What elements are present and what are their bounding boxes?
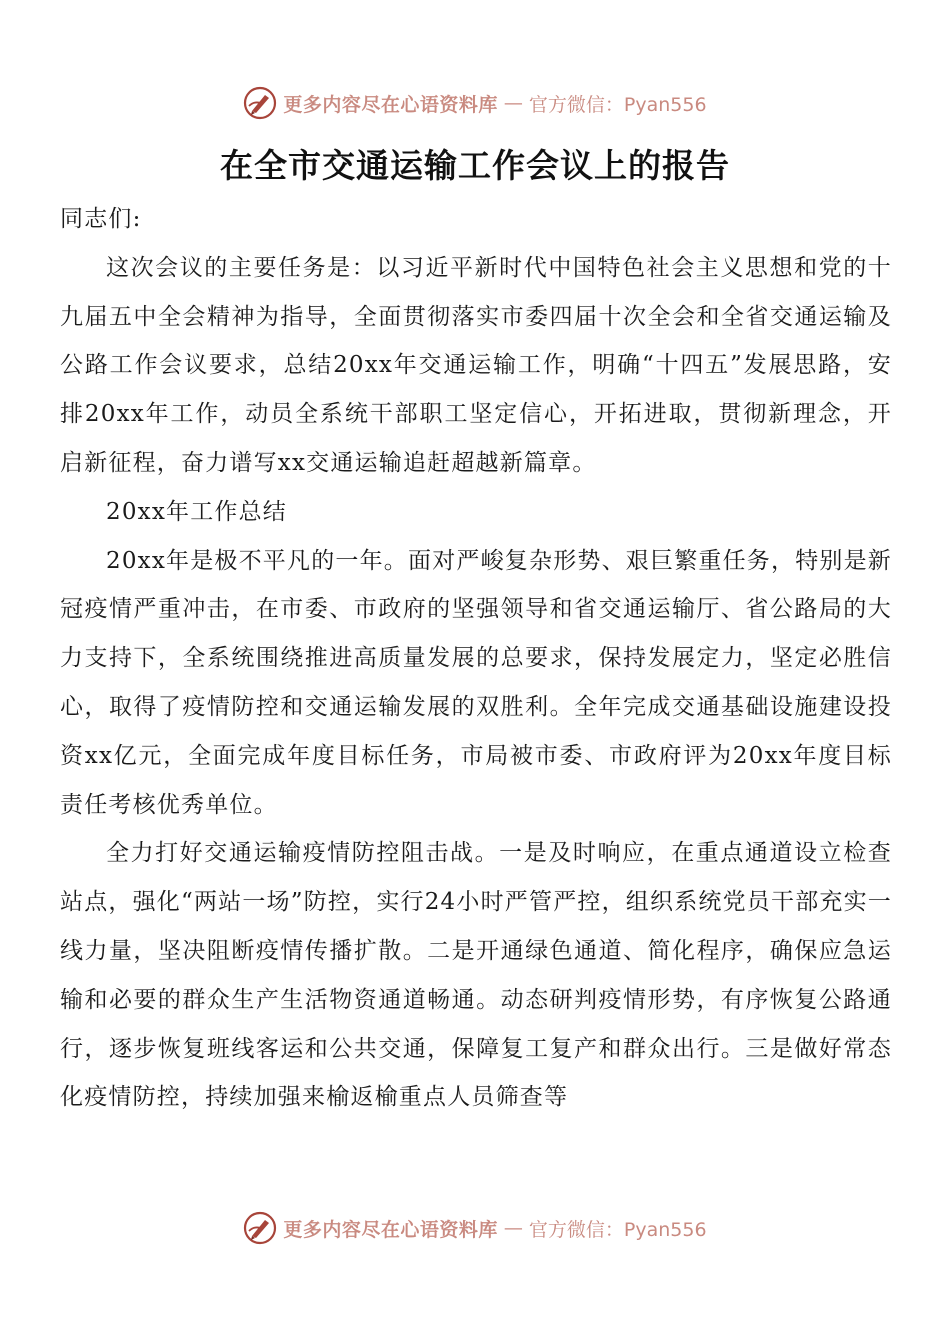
paragraph: 这次会议的主要任务是：以习近平新时代中国特色社会主义思想和党的十九届五中全会精神为指导，全面贯彻落实市委四届十次全会和全省交通运输及公路工作会议要求，总结20xx年交通运输工作，明确“十四五”发展思路，安排20xx年工作，动员全系统干部职工坚定信心，开拓进取，贯彻新理念，开启新征程，奋力谱写xx交通运输追赶超越新篇章。 [60, 254, 892, 476]
paragraph: 20xx年是极不平凡的一年。面对严峻复杂形势、艰巨繁重任务，特别是新冠疫情严重冲击，在市委、市政府的坚强领导和省交通运输厅、省公路局的大力支持下，全系统围绕推进高质量发展的总要求，保持发展定力，坚定必胜信心，取得了疫情防控和交通运输发展的双胜利。全年完成交通基础设施建设投资xx亿元，全面完成年度目标任务，市局被市委、市政府评为20xx年度目标责任考核优秀单位。 [60, 547, 893, 818]
watermark-group [243, 1211, 706, 1245]
watermark-group [243, 86, 706, 120]
watermark-text: 更多内容尽在心语资料库 [283, 93, 498, 116]
pen-logo-icon [243, 1211, 277, 1245]
watermark-banner-bottom [0, 1208, 950, 1248]
watermark-wechat: 官方微信：Pyan556 [528, 1218, 707, 1241]
salutation: 同志们: [60, 206, 142, 232]
watermark-banner-top [0, 83, 950, 123]
paragraph: 全力打好交通运输疫情防控阻击战。一是及时响应，在重点通道设立检查站点，强化“两站一场”防控，实行24小时严管严控，组织系统党员干部充实一线力量，坚决阻断疫情传播扩散。二是开通绿色通道、简化程序，确保应急运输和必要的群众生产生活物资通道畅通。动态研判疫情形势，有序恢复公路通行，逐步恢复班线客运和公共交通，保障复工复产和群众出行。三是做好常态化疫情防控，持续加强来榆返榆重点人员筛查等 [60, 840, 892, 1111]
watermark-text: 更多内容尽在心语资料库 [283, 1218, 498, 1241]
watermark-wechat: 官方微信：Pyan556 [528, 93, 707, 116]
pen-logo-icon [243, 86, 277, 120]
document-body [60, 195, 892, 1122]
watermark-separator: — [503, 92, 523, 114]
watermark-separator: — [503, 1217, 523, 1239]
section-heading: 20xx年工作总结 [106, 498, 288, 525]
document-title: 在全市交通运输工作会议上的报告 [220, 146, 730, 185]
